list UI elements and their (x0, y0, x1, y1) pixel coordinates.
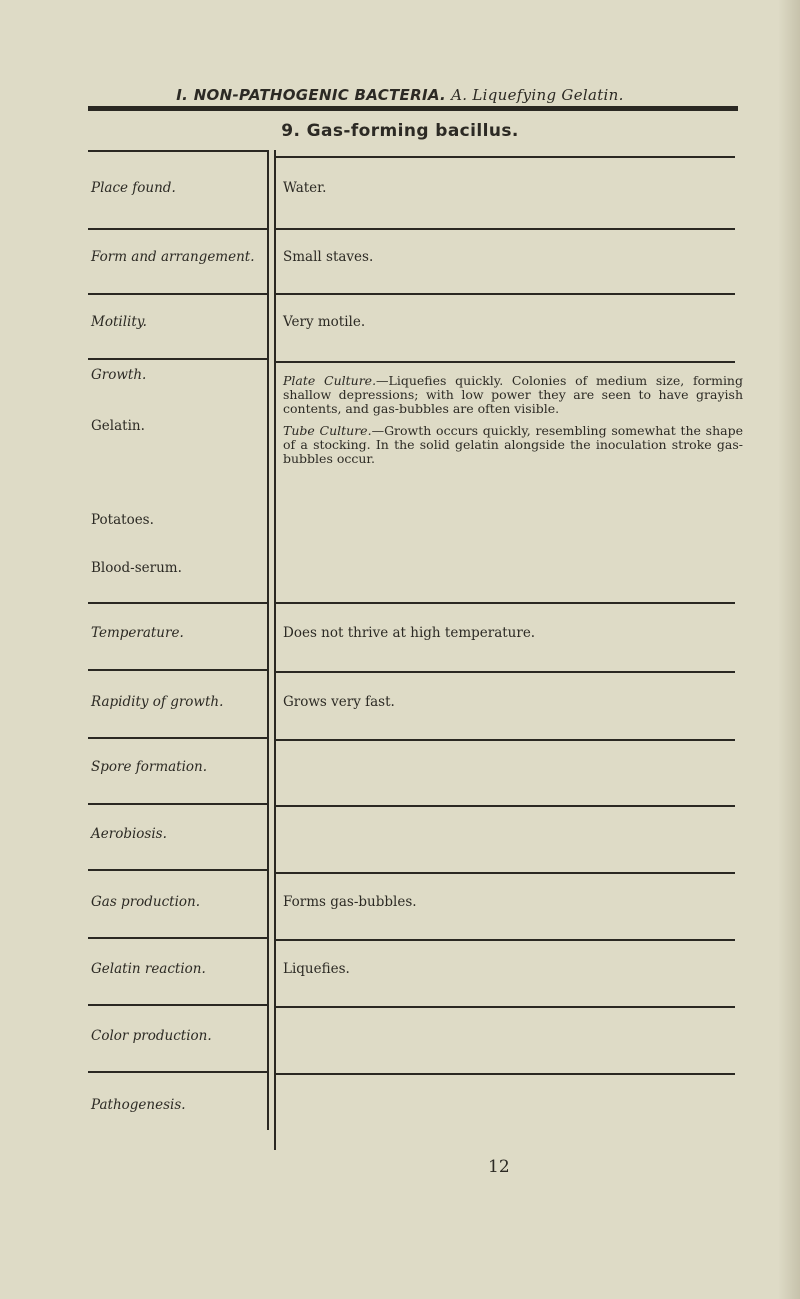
label-growth-potatoes: Potatoes. (91, 512, 154, 528)
row-divider (88, 1071, 268, 1073)
value-place-found: Water. (283, 180, 327, 196)
row-divider (88, 1004, 268, 1006)
value-gelatin-reaction: Liquefies. (283, 961, 350, 977)
row-divider (88, 228, 268, 230)
header-subsection: A. Liquefying Gelatin. (451, 86, 624, 104)
row-divider (88, 737, 268, 739)
row-divider (88, 937, 268, 939)
tube-culture-label: Tube Culture. (283, 423, 372, 438)
label-color-production: Color production. (91, 1028, 212, 1044)
value-rapidity: Grows very fast. (283, 694, 395, 710)
row-divider (88, 669, 268, 671)
plate-culture-paragraph (283, 374, 743, 416)
table-top-rule (88, 150, 268, 152)
value-motility: Very motile. (283, 314, 366, 330)
row-divider (88, 602, 268, 604)
row-divider (275, 872, 735, 874)
value-form-arrangement: Small staves. (283, 249, 374, 265)
value-gas-production: Forms gas-bubbles. (283, 894, 417, 910)
plate-culture-text: —Liquefies quickly. Colonies of medium size, forming shallow depressions; with low power they are seen to have grayish contents, and gas-bubbles are often visible. (283, 373, 743, 416)
label-gas-production: Gas production. (91, 894, 201, 910)
growth-description (283, 374, 743, 474)
page-edge-shadow (778, 0, 800, 1299)
label-pathogenesis: Pathogenesis. (91, 1097, 186, 1113)
row-divider (88, 869, 268, 871)
row-divider (275, 602, 735, 604)
bacterium-title: 9. Gas-forming bacillus. (281, 121, 519, 141)
value-temperature: Does not thrive at high temperature. (283, 625, 536, 641)
row-divider (275, 671, 735, 673)
tube-culture-text: —Growth occurs quickly, resembling somewhat the shape of a stocking. In the solid gelatin alongside the inoculation stroke gas-bubbles occur. (283, 423, 744, 466)
label-temperature: Temperature. (91, 625, 184, 641)
row-divider (88, 803, 268, 805)
tube-culture-paragraph (283, 424, 743, 466)
label-form-arrangement: Form and arrangement. (91, 249, 255, 265)
label-gelatin-reaction: Gelatin reaction. (91, 961, 206, 977)
row-divider (275, 739, 735, 741)
column-divider-right (274, 150, 276, 1150)
table-top-rule-right (275, 156, 735, 158)
label-growth-gelatin: Gelatin. (91, 418, 145, 434)
header-rule (88, 106, 738, 111)
row-divider (275, 228, 735, 230)
label-aerobiosis: Aerobiosis. (91, 826, 167, 842)
row-divider (275, 805, 735, 807)
plate-culture-label: Plate Culture. (283, 373, 377, 388)
running-header (0, 86, 800, 104)
row-divider (275, 293, 735, 295)
row-divider (88, 293, 268, 295)
label-spore-formation: Spore formation. (91, 759, 208, 775)
label-motility: Motility. (91, 314, 147, 330)
label-growth: Growth. (91, 367, 147, 383)
row-divider (275, 1006, 735, 1008)
header-section: I. NON-PATHOGENIC BACTERIA. (176, 86, 447, 104)
row-divider (88, 358, 268, 360)
row-divider (275, 361, 735, 363)
row-divider (275, 1073, 735, 1075)
row-divider (275, 939, 735, 941)
page-number: 12 (488, 1157, 510, 1177)
label-place-found: Place found. (91, 180, 176, 196)
column-divider-left (267, 150, 269, 1130)
label-rapidity: Rapidity of growth. (91, 694, 224, 710)
label-growth-blood-serum: Blood-serum. (91, 560, 182, 576)
